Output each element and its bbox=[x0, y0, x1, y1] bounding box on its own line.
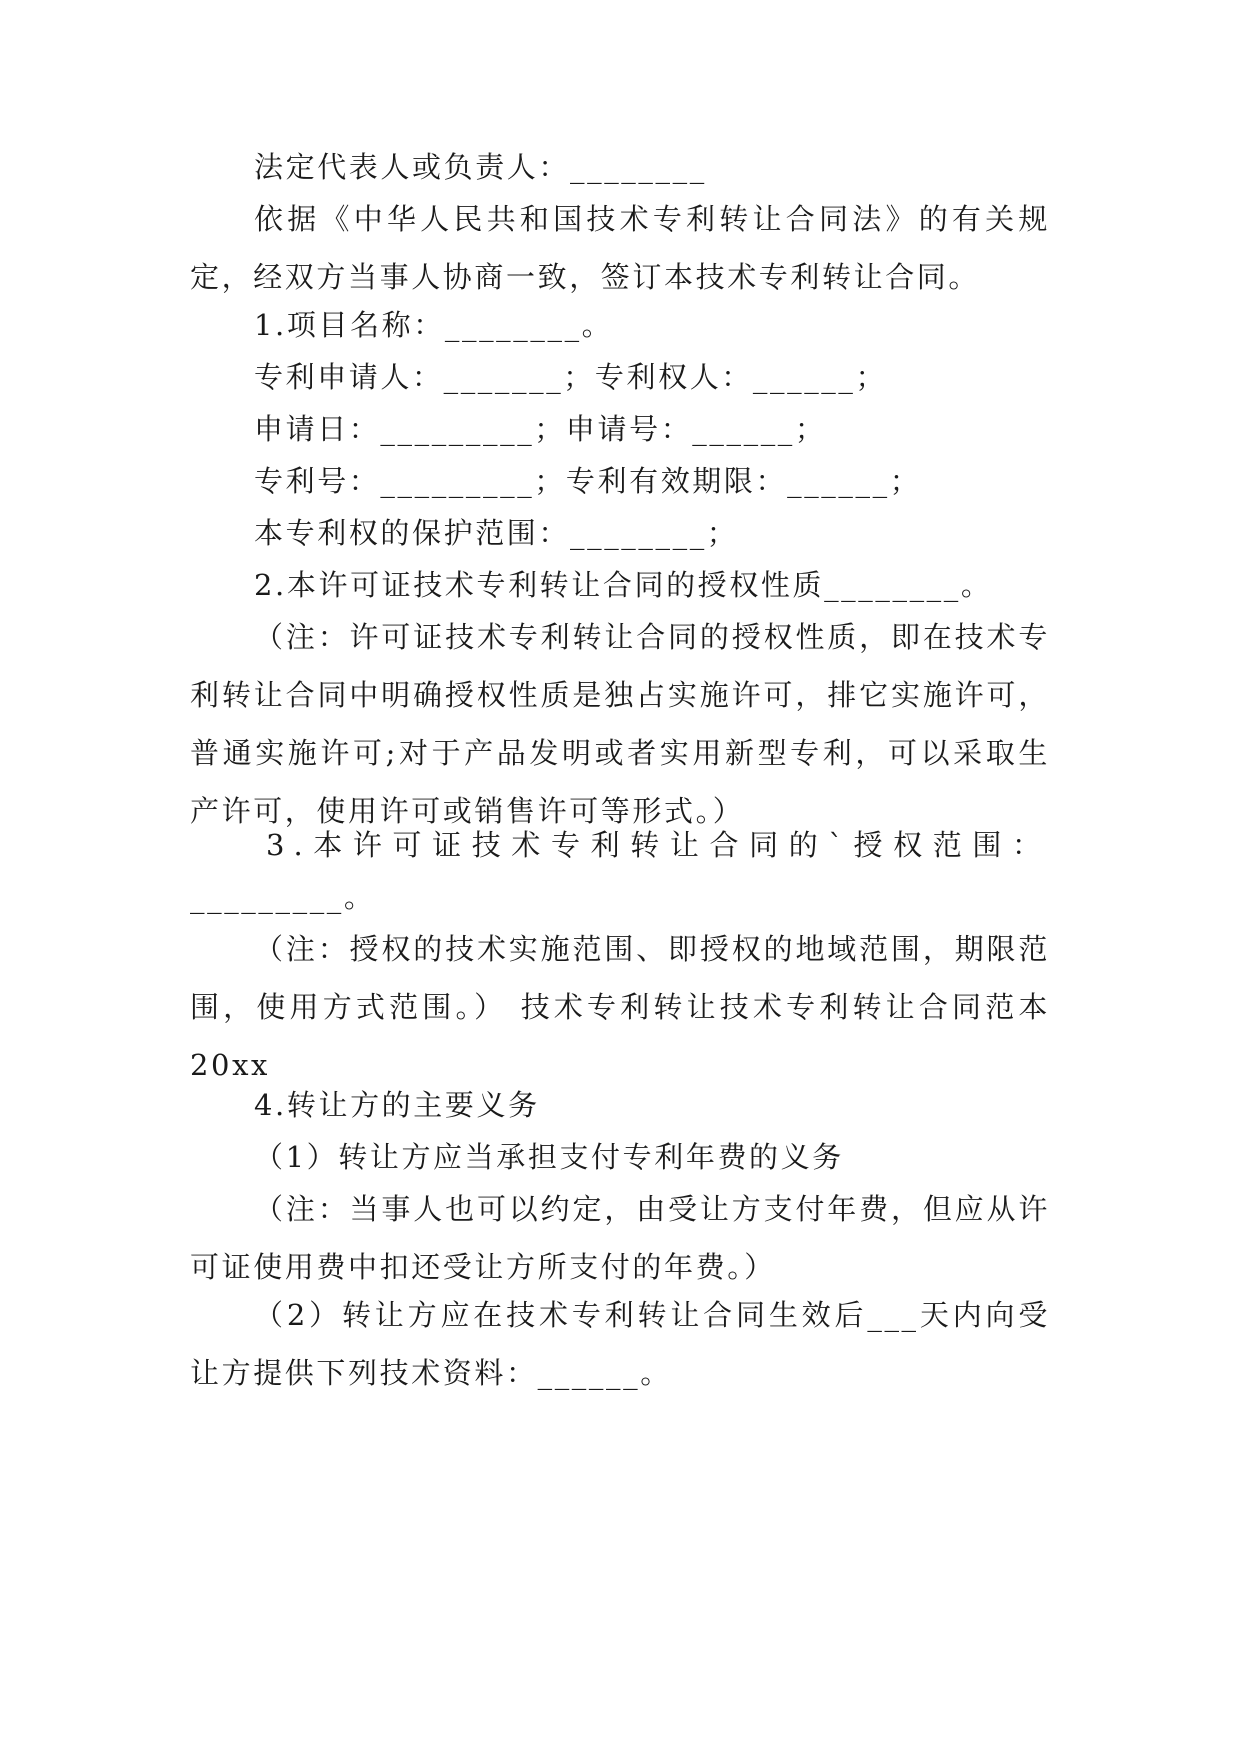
legal-representative-line: 法定代表人或负责人：________ bbox=[254, 150, 707, 184]
note-annual-fee: （注：当事人也可以约定，由受让方支付年费，但应从许可证使用费中扣还受让方所支付的年费。） bbox=[190, 1192, 1050, 1284]
patent-applicant-line: 专利申请人：_______；专利权人：______； bbox=[254, 360, 888, 394]
item-1-project-name: 1.项目名称：________。 bbox=[254, 308, 614, 342]
note-license-nature: （注：许可证技术专利转让合同的授权性质，即在技术专利转让合同中明确授权性质是独占实施许可，排它实施许可，普通实施许可;对于产品发明或者实用新型专利，可以采取生产许可，使用许可或销售许可等形式。） bbox=[190, 620, 1050, 828]
note-license-scope: （注：授权的技术实施范围、即授权的地域范围，期限范围，使用方式范围。） 技术专利转让技术专利转让合同范本 20xx bbox=[190, 932, 1050, 1082]
duty-1-annual-fee: （1）转让方应当承担支付专利年费的义务 bbox=[254, 1140, 844, 1174]
contract-basis-paragraph: 依据《中华人民共和国技术专利转让合同法》的有关规定，经双方当事人协商一致，签订本技术专利转让合同。 bbox=[190, 202, 1050, 294]
item-3-blank: _________。 bbox=[190, 880, 376, 914]
patent-number-line: 专利号：_________；专利有效期限：______； bbox=[254, 464, 922, 498]
protection-scope-line: 本专利权的保护范围：________； bbox=[254, 516, 739, 550]
item-3-license-scope: 3.本许可证技术专利转让合同的`授权范围： bbox=[266, 828, 1050, 862]
item-4-transferor-duties: 4.转让方的主要义务 bbox=[254, 1088, 540, 1122]
duty-2-technical-materials: （2）转让方应在技术专利转让合同生效后___天内向受让方提供下列技术资料：______。 bbox=[190, 1298, 1050, 1390]
application-date-line: 申请日：_________；申请号：______； bbox=[254, 412, 827, 446]
item-2-license-nature: 2.本许可证技术专利转让合同的授权性质________。 bbox=[254, 568, 993, 602]
